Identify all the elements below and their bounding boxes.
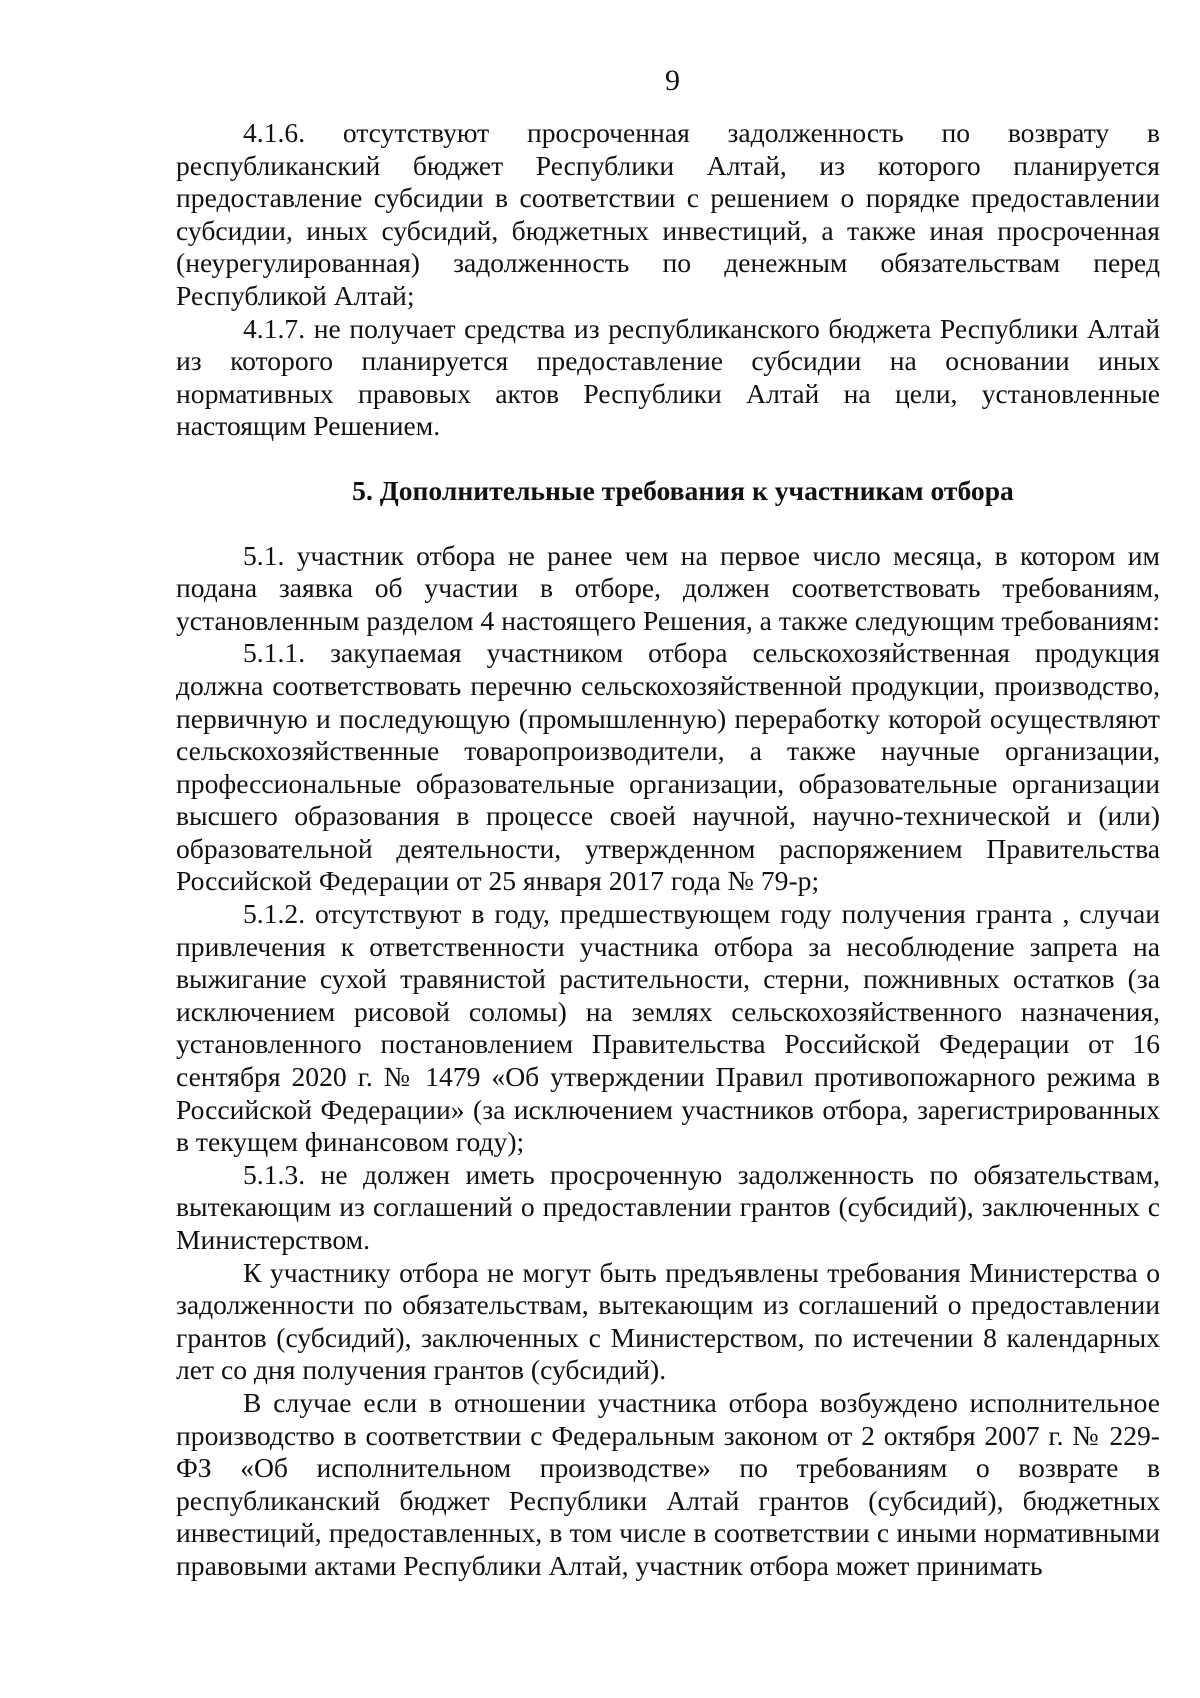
section-heading: 5. Дополнительные требования к участникам отбора	[352, 474, 1014, 506]
paragraph-4-1-6: 4.1.6. отсутствуют просроченная задолженность по возврату в республиканский бюджет Республики Алтай, из которого планируется предоставление субсидии в соответствии с решением о порядке предоставлении субсидии, иных субсидий, бюджетных инвестиций, а также иная просроченная (неурегулированная) задолженность по денежным обязательствам перед Республикой Алтай;	[176, 117, 1160, 311]
paragraph-4-1-7: 4.1.7. не получает средства из республиканского бюджета Республики Алтай из которого планируется предоставление субсидии на основании иных нормативных правовых актов Республики Алтай на цели, установленные настоящим Решением.	[176, 312, 1160, 442]
paragraph-5-1-2: 5.1.2. отсутствуют в году, предшествующем году получения гранта , случаи привлечения к ответственности участника отбора за несоблюдение запрета на выжигание сухой травянистой растительности, стерни, пожнивных остатков (за исключением рисовой соломы) на землях сельскохозяйственного назначения, установленного постановлением Правительства Российской Федерации от 16 сентября 2020 г. № 1479 «Об утверждении Правил противопожарного режима в Российской Федерации» (за исключением участников отбора, зарегистрированных в текущем финансовом году);	[176, 898, 1160, 1158]
paragraph-debt-limit: К участнику отбора не могут быть предъявлены требования Министерства о задолженности по обязательствам, вытекающим из соглашений о предоставлении грантов (субсидий), заключенных с Министерством, по истечении 8 календарных лет со дня получения грантов (субсидий).	[176, 1256, 1160, 1386]
page-number: 9	[665, 64, 680, 97]
paragraph-5-1: 5.1. участник отбора не ранее чем на первое число месяца, в котором им подана заявка об участии в отборе, должен соответствовать требованиям, установленным разделом 4 настоящего Решения, а также следующим требованиям:	[176, 539, 1160, 636]
paragraph-5-1-1: 5.1.1. закупаемая участником отбора сельскохозяйственная продукция должна соответствовать перечню сельскохозяйственной продукции, производство, первичную и последующую (промышленную) переработку которой осуществляют сельскохозяйственные товаропроизводители, а также научные организации, профессиональные образовательные организации, образовательные организации высшего образования в процессе своей научной, научно-технической и (или) образовательной деятельности, утвержденном распоряжением Правительства Российской Федерации от 25 января 2017 года № 79-р;	[176, 637, 1160, 897]
paragraph-enforcement: В случае если в отношении участника отбора возбуждено исполнительное производство в соответствии с Федеральным законом от 2 октября 2007 г. № 229-ФЗ «Об исполнительном производстве» по требованиям о возврате в республиканский бюджет Республики Алтай грантов (субсидий), бюджетных инвестиций, предоставленных, в том числе в соответствии с иными нормативными правовыми актами Республики Алтай, участник отбора может принимать	[176, 1386, 1160, 1581]
paragraph-5-1-3: 5.1.3. не должен иметь просроченную задолженность по обязательствам, вытекающим из соглашений о предоставлении грантов (субсидий), заключенных с Министерством.	[176, 1158, 1160, 1255]
document-body	[176, 117, 1160, 1583]
